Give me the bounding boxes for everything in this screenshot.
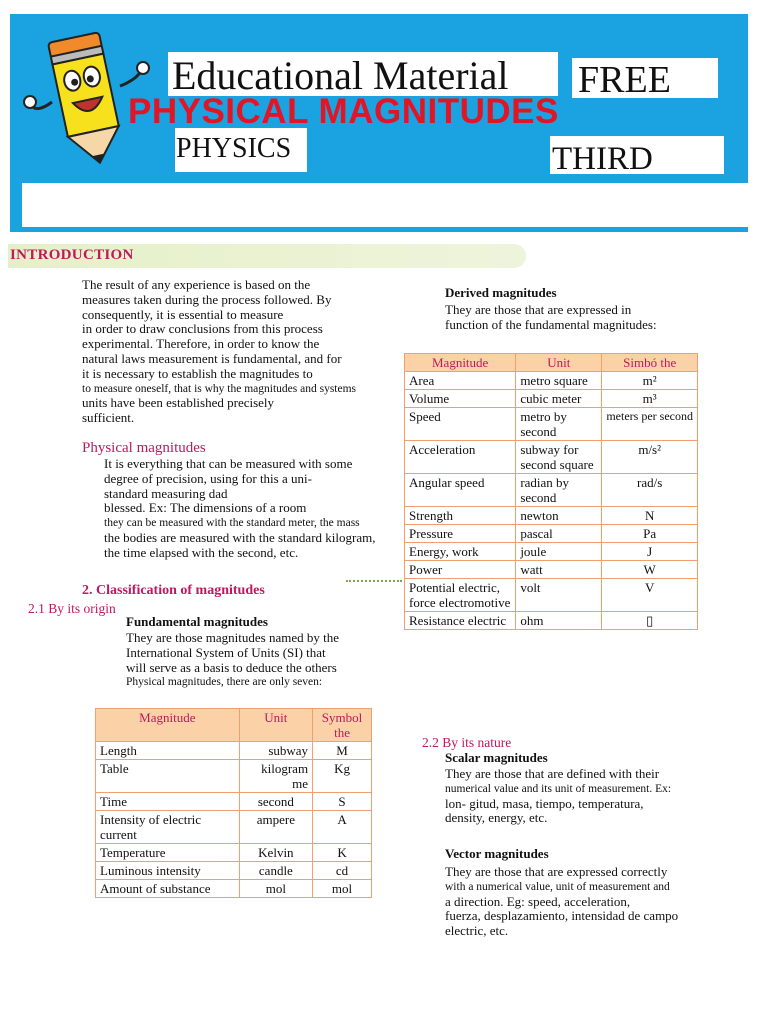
text-line: they can be measured with the standard meter, the mass xyxy=(104,517,360,530)
text-line: It is everything that can be measured with some xyxy=(104,456,353,471)
text-line: a direction. Eg: speed, acceleration, xyxy=(445,893,631,909)
table-cell: metro square xyxy=(516,372,602,390)
text-line: the time elapsed with the second, etc. xyxy=(104,544,299,560)
column-header: Simbó the xyxy=(602,354,698,372)
text-line: sufficient. xyxy=(82,410,135,426)
by-nature-heading: 2.2 By its nature xyxy=(422,735,512,750)
table-cell: rad/s xyxy=(602,474,698,507)
derived-magnitudes-text xyxy=(445,303,703,333)
document-title: Educational Material xyxy=(172,53,509,98)
table-cell: V xyxy=(602,579,698,612)
table-row xyxy=(405,507,698,525)
derived-magnitudes-title: Derived magnitudes xyxy=(445,285,557,300)
table-cell: m/s² xyxy=(602,441,698,474)
grade-label: THIRD xyxy=(552,141,653,177)
vector-magnitudes-text xyxy=(445,865,707,939)
table-cell: Volume xyxy=(405,390,516,408)
text-line: will serve as a basis to deduce the others xyxy=(126,659,337,675)
table-cell: Power xyxy=(405,561,516,579)
table-row xyxy=(96,742,372,760)
table-cell: Intensity of electric current xyxy=(96,811,240,844)
table-cell: Angular speed xyxy=(405,474,516,507)
table-row xyxy=(405,372,698,390)
table-cell: cd xyxy=(313,862,372,880)
free-label: FREE xyxy=(578,59,671,101)
table-row xyxy=(405,579,698,612)
text-line: it is necessary to establish the magnitudes to xyxy=(82,365,313,381)
table-cell: Pa xyxy=(602,525,698,543)
text-line: to measure oneself, that is why the magnitudes and systems xyxy=(82,382,357,395)
subject-label: PHYSICS xyxy=(176,133,292,164)
table-cell: Length xyxy=(96,742,240,760)
table-cell: subway for second square xyxy=(516,441,602,474)
classification-heading: 2. Classification of magnitudes xyxy=(82,583,265,598)
table-cell: M xyxy=(313,742,372,760)
header-empty-box xyxy=(22,183,748,227)
table-cell: pascal xyxy=(516,525,602,543)
table-cell: Pressure xyxy=(405,525,516,543)
text-line: They are those that are expressed in xyxy=(445,302,632,317)
table-row xyxy=(405,390,698,408)
table-row xyxy=(96,793,372,811)
table-cell: Temperature xyxy=(96,844,240,862)
table-cell: subway xyxy=(239,742,312,760)
table-row xyxy=(96,760,372,793)
text-line: Physical magnitudes, there are only seven: xyxy=(126,676,323,689)
text-line: They are those that are defined with their xyxy=(445,766,660,781)
table-row xyxy=(96,880,372,898)
text-line: fuerza, desplazamiento, intensidad de campo xyxy=(445,908,679,924)
table-row xyxy=(405,474,698,507)
table-cell: joule xyxy=(516,543,602,561)
text-line: standard measuring dad xyxy=(104,485,228,501)
table-cell: metro by second xyxy=(516,408,602,441)
table-cell: ampere xyxy=(239,811,312,844)
text-line: the bodies are measured with the standard kilogram, xyxy=(104,529,376,545)
table-cell: W xyxy=(602,561,698,579)
text-line: density, energy, etc. xyxy=(445,810,548,826)
text-line: measures taken during the process followed. By xyxy=(82,291,332,307)
table-cell: A xyxy=(313,811,372,844)
table-row xyxy=(96,862,372,880)
table-cell: m² xyxy=(602,372,698,390)
vector-magnitudes-title: Vector magnitudes xyxy=(445,846,549,861)
column-header: Magnitude xyxy=(405,354,516,372)
table-cell: Time xyxy=(96,793,240,811)
table-cell: N xyxy=(602,507,698,525)
table-cell: Kg xyxy=(313,760,372,793)
table-cell: Resistance electric xyxy=(405,612,516,630)
text-line: units have been established precisely xyxy=(82,395,275,411)
introduction-heading: INTRODUCTION xyxy=(10,247,134,263)
table-cell: ohm xyxy=(516,612,602,630)
table-cell: ▯ xyxy=(602,612,698,630)
physical-magnitudes-text xyxy=(104,457,392,561)
table-cell: J xyxy=(602,543,698,561)
text-line: They are those magnitudes named by the xyxy=(126,630,339,645)
table-cell: Potential electric, force electromotive xyxy=(405,579,516,612)
table-cell: m³ xyxy=(602,390,698,408)
table-cell: Area xyxy=(405,372,516,390)
physical-magnitudes-heading: Physical magnitudes xyxy=(82,440,206,456)
text-line: blessed. Ex: The dimensions of a room xyxy=(104,500,307,516)
topic-title: PHYSICAL MAGNITUDES xyxy=(128,92,559,131)
table-cell: radian by second xyxy=(516,474,602,507)
table-cell: Strength xyxy=(405,507,516,525)
text-line: function of the fundamental magnitudes: xyxy=(445,316,657,332)
text-line: experimental. Therefore, in order to know the xyxy=(82,336,320,352)
text-line: numerical value and its unit of measurement. Ex: xyxy=(445,782,672,795)
table-row xyxy=(405,612,698,630)
column-header: Unit xyxy=(239,709,312,742)
column-header: Symbol the xyxy=(313,709,372,742)
table-header-row xyxy=(96,709,372,742)
table-cell: mol xyxy=(239,880,312,898)
column-header: Unit xyxy=(516,354,602,372)
table-cell: Table xyxy=(96,760,240,793)
text-line: degree of precision, using for this a uni- xyxy=(104,470,312,486)
table-cell: volt xyxy=(516,579,602,612)
table-header-row xyxy=(405,354,698,372)
table-row xyxy=(405,561,698,579)
by-origin-heading: 2.1 By its origin xyxy=(28,601,116,616)
table-cell: Speed xyxy=(405,408,516,441)
table-cell: Kelvin xyxy=(239,844,312,862)
table-cell: second xyxy=(239,793,312,811)
table-cell: mol xyxy=(313,880,372,898)
table-cell: cubic meter xyxy=(516,390,602,408)
text-line: The result of any experience is based on the xyxy=(82,277,311,292)
table-cell: watt xyxy=(516,561,602,579)
fundamental-units-table xyxy=(95,708,372,898)
text-line: International System of Units (SI) that xyxy=(126,644,326,660)
table-row xyxy=(405,543,698,561)
derived-units-table xyxy=(404,353,698,630)
text-line: consequently, it is essential to measure xyxy=(82,306,284,322)
table-row xyxy=(405,525,698,543)
table-row xyxy=(96,811,372,844)
text-line: natural laws measurement is fundamental, and for xyxy=(82,350,342,366)
table-row xyxy=(96,844,372,862)
column-header: Magnitude xyxy=(96,709,240,742)
table-cell: Luminous intensity xyxy=(96,862,240,880)
table-row xyxy=(405,441,698,474)
text-line: electric, etc. xyxy=(445,923,509,939)
scalar-magnitudes-text xyxy=(445,767,707,826)
table-row xyxy=(405,408,698,441)
table-cell: Energy, work xyxy=(405,543,516,561)
table-cell: Acceleration xyxy=(405,441,516,474)
table-cell: newton xyxy=(516,507,602,525)
table-cell: meters per second xyxy=(602,408,698,441)
fundamental-magnitudes-title: Fundamental magnitudes xyxy=(126,614,268,629)
table-cell: candle xyxy=(239,862,312,880)
table-cell: kilogram me xyxy=(239,760,312,793)
text-line: They are those that are expressed correctly xyxy=(445,864,668,879)
table-cell: Amount of substance xyxy=(96,880,240,898)
text-line: lon- gitud, masa, tiempo, temperatura, xyxy=(445,795,644,811)
text-line: in order to draw conclusions from this process xyxy=(82,321,323,337)
scalar-magnitudes-title: Scalar magnitudes xyxy=(445,750,548,765)
table-cell: K xyxy=(313,844,372,862)
text-line: with a numerical value, unit of measurement and xyxy=(445,880,670,893)
dotted-separator xyxy=(346,580,402,582)
introduction-text xyxy=(82,278,394,426)
fundamental-magnitudes-text xyxy=(126,631,390,690)
table-cell: S xyxy=(313,793,372,811)
